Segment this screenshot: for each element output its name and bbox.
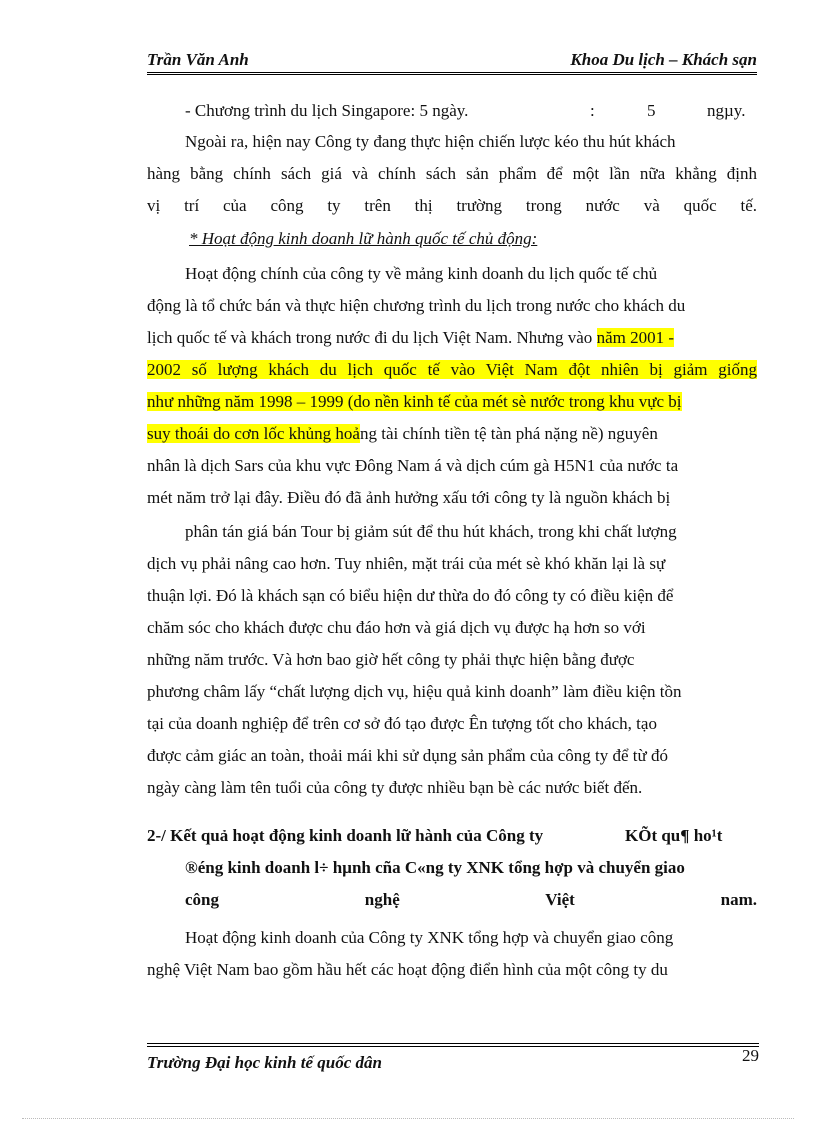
text-line: thuận lợi. Đó là khách sạn có biểu hiện dư thừa do đó công ty có điều kiện để xyxy=(147,586,674,605)
text-line: ng tài chính tiền tệ tàn phá nặng nề) nguyên xyxy=(359,424,658,443)
highlighted-text: như những năm 1998 – 1999 (do nền kinh tế của mét sè nước trong khu vực bị xyxy=(147,392,682,411)
text-line: - Chương trình du lịch Singapore: 5 ngày. xyxy=(185,101,469,120)
text-line: Ngoài ra, hiện nay Công ty đang thực hiện chiến lược kéo thu hút khách xyxy=(185,132,676,151)
text-line: được cảm giác an toàn, thoải mái khi sử dụng sản phẩm của công ty để từ đó xyxy=(147,746,668,765)
text-line: phân tán giá bán Tour bị giảm sút để thu hút khách, trong khi chất lượng xyxy=(185,522,677,541)
text-fragment: : xyxy=(590,101,595,120)
garbled-heading-fragment: KÕt qu¶ ho¹t xyxy=(625,826,723,845)
header-department: Khoa Du lịch – Khách sạn xyxy=(570,50,757,69)
section-subheading: * Hoạt động kinh doanh lữ hành quốc tế chủ động: xyxy=(189,229,538,248)
footer-school: Trường Đại học kinh tế quốc dân xyxy=(147,1053,382,1072)
text-line: động là tổ chức bán và thực hiện chương trình du lịch trong nước cho khách du xyxy=(147,296,686,315)
text-line: nghệ Việt Nam bao gồm hầu hết các hoạt động điển hình của một công ty du xyxy=(147,960,668,979)
text-fragment: 5 xyxy=(647,101,656,120)
text-line: phương châm lấy “chất lượng dịch vụ, hiệu quả kinh doanh” làm điều kiện tồn xyxy=(147,682,682,701)
text-line: Hoạt động chính của công ty về mảng kinh doanh du lịch quốc tế chủ xyxy=(185,264,658,283)
text-line: ngày càng làm tên tuổi của công ty được nhiều bạn bè các nước biết đến. xyxy=(147,778,643,797)
text-line: hàng bằng chính sách giá và chính sách sản phẩm để một lần nữa khẳng định xyxy=(147,164,757,183)
section-heading: 2-/ Kết quả hoạt động kinh doanh lữ hành của Công ty xyxy=(147,826,544,845)
text-line: chăm sóc cho khách được chu đáo hơn và giá dịch vụ được hạ hơn so với xyxy=(147,618,646,637)
garbled-heading-line: ®éng kinh doanh l÷ hµnh cña C«ng ty XNK tổng hợp và chuyển giao xyxy=(185,858,685,877)
text-line: nhân là dịch Sars của khu vực Đông Nam á và dịch cúm gà H5N1 của nước ta xyxy=(147,456,679,475)
page-header xyxy=(147,50,757,75)
highlighted-text: suy thoái do cơn lốc khủng hoả xyxy=(147,424,360,443)
page-number: 29 xyxy=(742,1046,759,1065)
page-edge-divider xyxy=(22,1118,794,1119)
text-fragment: ngµy. xyxy=(707,101,746,120)
page-footer xyxy=(147,1043,759,1073)
text-line: tại của doanh nghiệp để trên cơ sở đó tạo được Ên tượng tốt cho khách, tạo xyxy=(147,714,657,733)
highlighted-text: năm 2001 - xyxy=(596,328,674,347)
text-line: dịch vụ phải nâng cao hơn. Tuy nhiên, mặt trái của mét sè khó khăn lại là sự xyxy=(147,554,666,573)
text-line: Hoạt động kinh doanh của Công ty XNK tổng hợp và chuyển giao công xyxy=(185,928,674,947)
header-author: Trần Văn Anh xyxy=(147,50,249,69)
text-line: lịch quốc tế và khách trong nước đi du lịch Việt Nam. Nhưng vào xyxy=(147,328,593,347)
text-line: vị trí của công ty trên thị trường trong nước và quốc tế. xyxy=(147,196,757,215)
highlighted-text: 2002 số lượng khách du lịch quốc tế vào Việt Nam đột nhiên bị giảm giống xyxy=(147,360,757,379)
text-line: mét năm trở lại đây. Điều đó đã ảnh hưởng xấu tới công ty là nguồn khách bị xyxy=(147,488,671,507)
heading-line: công nghệ Việt nam. xyxy=(185,890,757,909)
text-line: những năm trước. Và hơn bao giờ hết công ty phải thực hiện bằng được xyxy=(147,650,635,669)
